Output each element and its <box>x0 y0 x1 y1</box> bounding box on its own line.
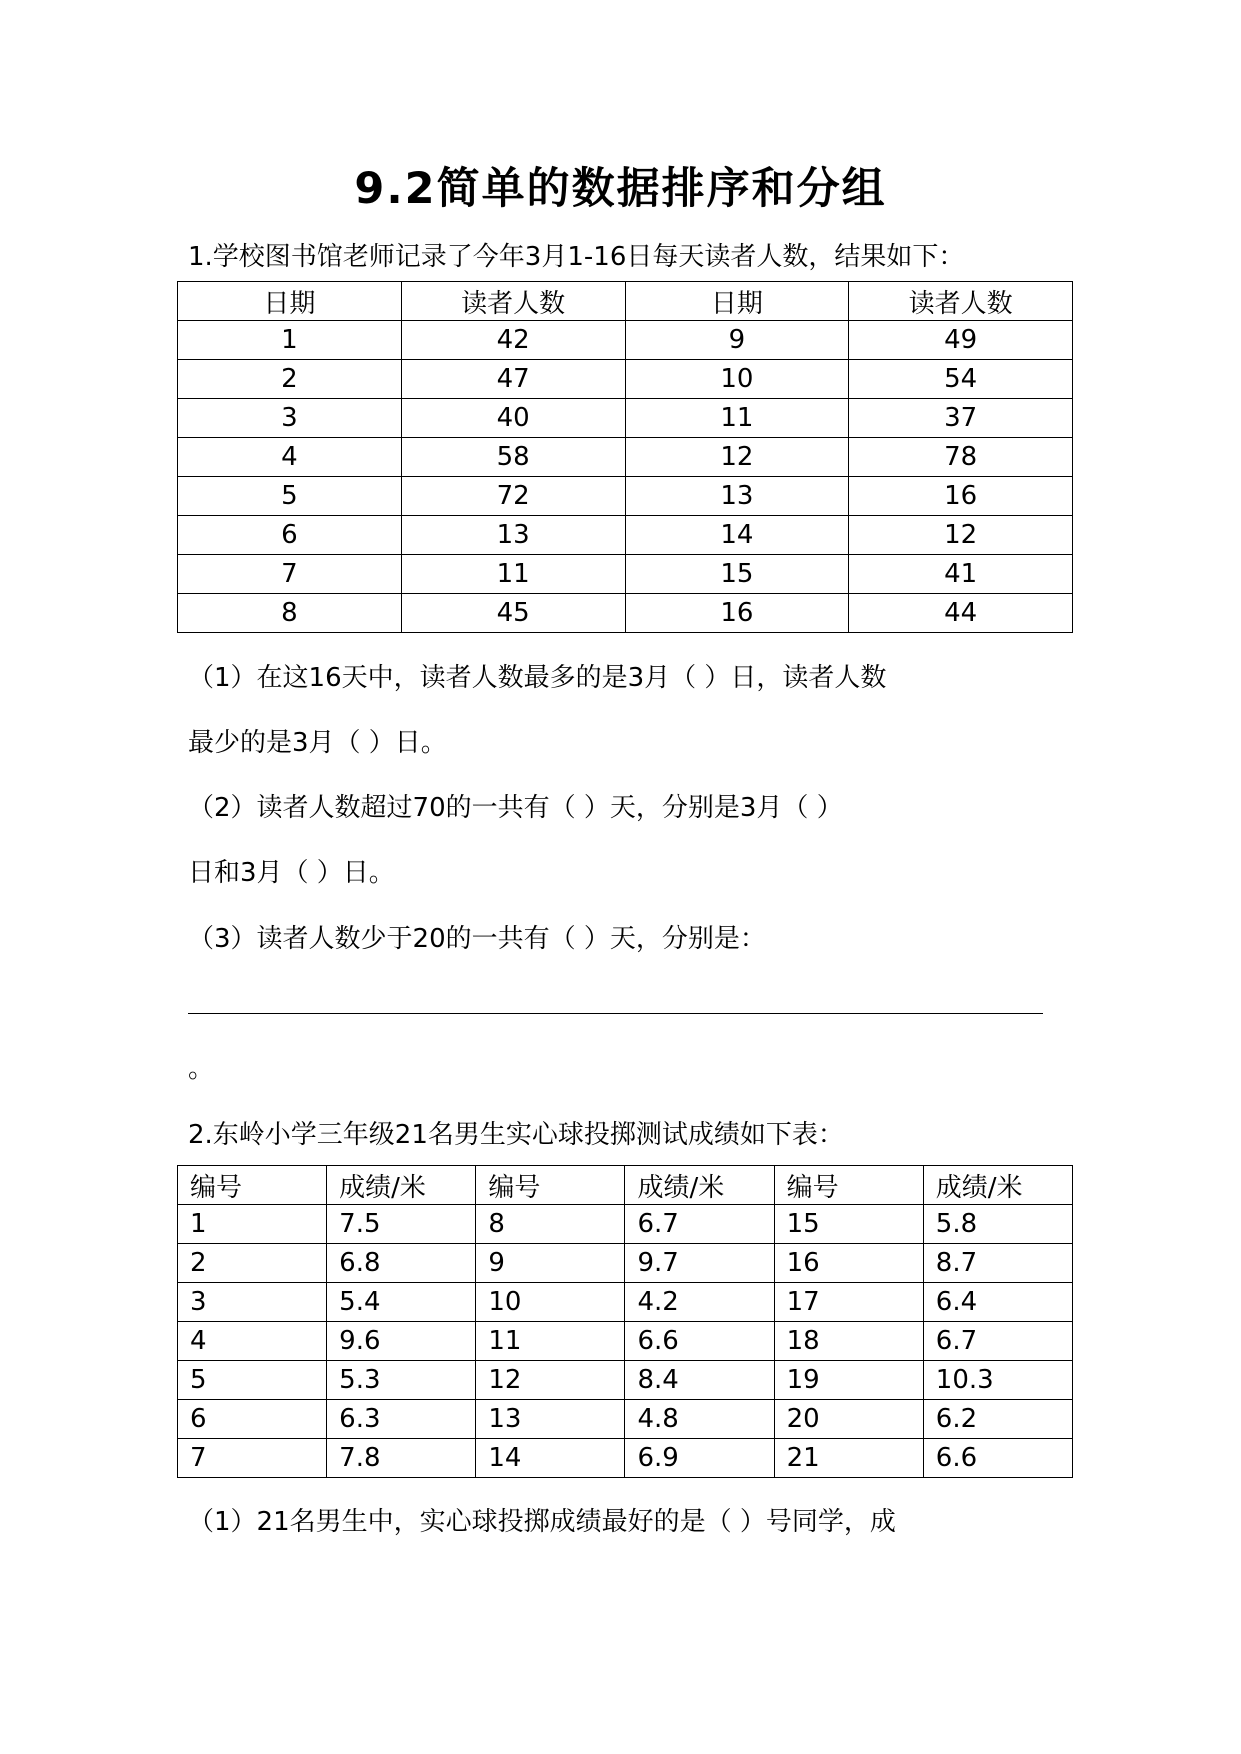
table-row <box>178 555 1073 594</box>
table-cell: 5 <box>178 1361 327 1400</box>
table-cell: 13 <box>476 1400 625 1439</box>
table-cell: 37 <box>849 399 1073 438</box>
table-row <box>178 399 1073 438</box>
table-row <box>178 360 1073 399</box>
table-cell: 7.8 <box>327 1439 476 1478</box>
table-cell: 11 <box>625 399 849 438</box>
question-2-sub-1-line-1: （1）21名男生中，实心球投掷成绩最好的是（ ）号同学，成 <box>188 1507 896 1537</box>
table-cell: 5 <box>178 477 402 516</box>
table-cell: 9 <box>625 321 849 360</box>
table-cell: 6.9 <box>625 1439 774 1478</box>
table-row <box>178 594 1073 633</box>
table-cell: 8.4 <box>625 1361 774 1400</box>
question-1-sub-3-end: 。 <box>188 1054 215 1084</box>
table-cell: 7 <box>178 555 402 594</box>
table-cell: 4.2 <box>625 1283 774 1322</box>
table-row <box>178 1205 1073 1244</box>
table-cell: 19 <box>774 1361 923 1400</box>
table-cell: 3 <box>178 399 402 438</box>
table-header-cell: 日期 <box>625 282 849 321</box>
table-cell: 7 <box>178 1439 327 1478</box>
reader-count-table <box>177 281 1073 633</box>
table-cell: 49 <box>849 321 1073 360</box>
table-cell: 5.8 <box>923 1205 1072 1244</box>
table-cell: 13 <box>625 477 849 516</box>
question-1-sub-1-line-2: 最少的是3月（ ）日。 <box>188 728 447 758</box>
table-cell: 6.7 <box>923 1322 1072 1361</box>
table-cell: 4 <box>178 438 402 477</box>
table-cell: 18 <box>774 1322 923 1361</box>
table-header-cell: 读者人数 <box>849 282 1073 321</box>
table-row <box>178 1322 1073 1361</box>
question-1-sub-2-line-1: （2）读者人数超过70的一共有（ ）天，分别是3月（ ） <box>188 793 843 823</box>
table-header-cell: 成绩/米 <box>923 1166 1072 1205</box>
question-1-sub-2-line-2: 日和3月（ ）日。 <box>188 858 395 888</box>
table-cell: 72 <box>401 477 625 516</box>
table-header-cell: 成绩/米 <box>625 1166 774 1205</box>
table-header-row <box>178 1166 1073 1205</box>
table-cell: 8.7 <box>923 1244 1072 1283</box>
table-cell: 47 <box>401 360 625 399</box>
question-1-intro: 1.学校图书馆老师记录了今年3月1-16日每天读者人数，结果如下： <box>188 242 965 272</box>
table-cell: 14 <box>476 1439 625 1478</box>
table-cell: 8 <box>476 1205 625 1244</box>
table-cell: 17 <box>774 1283 923 1322</box>
table-cell: 6.8 <box>327 1244 476 1283</box>
table-cell: 11 <box>476 1322 625 1361</box>
table-cell: 16 <box>849 477 1073 516</box>
table-cell: 41 <box>849 555 1073 594</box>
table-cell: 42 <box>401 321 625 360</box>
table-cell: 4.8 <box>625 1400 774 1439</box>
table-cell: 12 <box>476 1361 625 1400</box>
table-cell: 5.3 <box>327 1361 476 1400</box>
table-cell: 6.3 <box>327 1400 476 1439</box>
table-header-cell: 编号 <box>476 1166 625 1205</box>
table-cell: 2 <box>178 360 402 399</box>
table-row <box>178 1361 1073 1400</box>
table-header-cell: 编号 <box>774 1166 923 1205</box>
table-cell: 12 <box>625 438 849 477</box>
table-header-cell: 日期 <box>178 282 402 321</box>
table-cell: 11 <box>401 555 625 594</box>
table-cell: 15 <box>625 555 849 594</box>
table-cell: 4 <box>178 1322 327 1361</box>
table-row <box>178 1400 1073 1439</box>
table-cell: 10 <box>625 360 849 399</box>
table-row <box>178 477 1073 516</box>
table-row <box>178 1244 1073 1283</box>
table-cell: 20 <box>774 1400 923 1439</box>
table-cell: 9.6 <box>327 1322 476 1361</box>
table-header-row <box>178 282 1073 321</box>
table-cell: 8 <box>178 594 402 633</box>
table-cell: 3 <box>178 1283 327 1322</box>
table-cell: 6.4 <box>923 1283 1072 1322</box>
table-cell: 5.4 <box>327 1283 476 1322</box>
table-row <box>178 1283 1073 1322</box>
table-cell: 44 <box>849 594 1073 633</box>
table-cell: 6.2 <box>923 1400 1072 1439</box>
table-cell: 6 <box>178 516 402 555</box>
table-cell: 6 <box>178 1400 327 1439</box>
table-cell: 21 <box>774 1439 923 1478</box>
table-cell: 6.6 <box>923 1439 1072 1478</box>
table-cell: 15 <box>774 1205 923 1244</box>
table-cell: 16 <box>625 594 849 633</box>
table-cell: 10.3 <box>923 1361 1072 1400</box>
question-1-sub-1-line-1: （1）在这16天中，读者人数最多的是3月（ ）日，读者人数 <box>188 663 887 693</box>
table-header-cell: 读者人数 <box>401 282 625 321</box>
table-cell: 40 <box>401 399 625 438</box>
answer-blank-line[interactable] <box>188 1013 1043 1014</box>
table-row <box>178 321 1073 360</box>
table-cell: 6.7 <box>625 1205 774 1244</box>
table-cell: 10 <box>476 1283 625 1322</box>
table-cell: 54 <box>849 360 1073 399</box>
question-1-sub-3-line-1: （3）读者人数少于20的一共有（ ）天，分别是： <box>188 924 766 954</box>
shot-put-score-table <box>177 1165 1073 1478</box>
table-cell: 58 <box>401 438 625 477</box>
table-cell: 13 <box>401 516 625 555</box>
table-cell: 14 <box>625 516 849 555</box>
table-header-cell: 编号 <box>178 1166 327 1205</box>
table-cell: 7.5 <box>327 1205 476 1244</box>
table-cell: 1 <box>178 321 402 360</box>
question-2-intro: 2.东岭小学三年级21名男生实心球投掷测试成绩如下表： <box>188 1120 844 1150</box>
table-row <box>178 438 1073 477</box>
table-cell: 6.6 <box>625 1322 774 1361</box>
table-header-cell: 成绩/米 <box>327 1166 476 1205</box>
table-cell: 45 <box>401 594 625 633</box>
table-row <box>178 516 1073 555</box>
table-cell: 78 <box>849 438 1073 477</box>
worksheet-title: 9.2简单的数据排序和分组 <box>354 164 887 214</box>
table-cell: 16 <box>774 1244 923 1283</box>
table-cell: 9.7 <box>625 1244 774 1283</box>
table-row <box>178 1439 1073 1478</box>
table-cell: 9 <box>476 1244 625 1283</box>
table-cell: 2 <box>178 1244 327 1283</box>
table-cell: 1 <box>178 1205 327 1244</box>
table-cell: 12 <box>849 516 1073 555</box>
